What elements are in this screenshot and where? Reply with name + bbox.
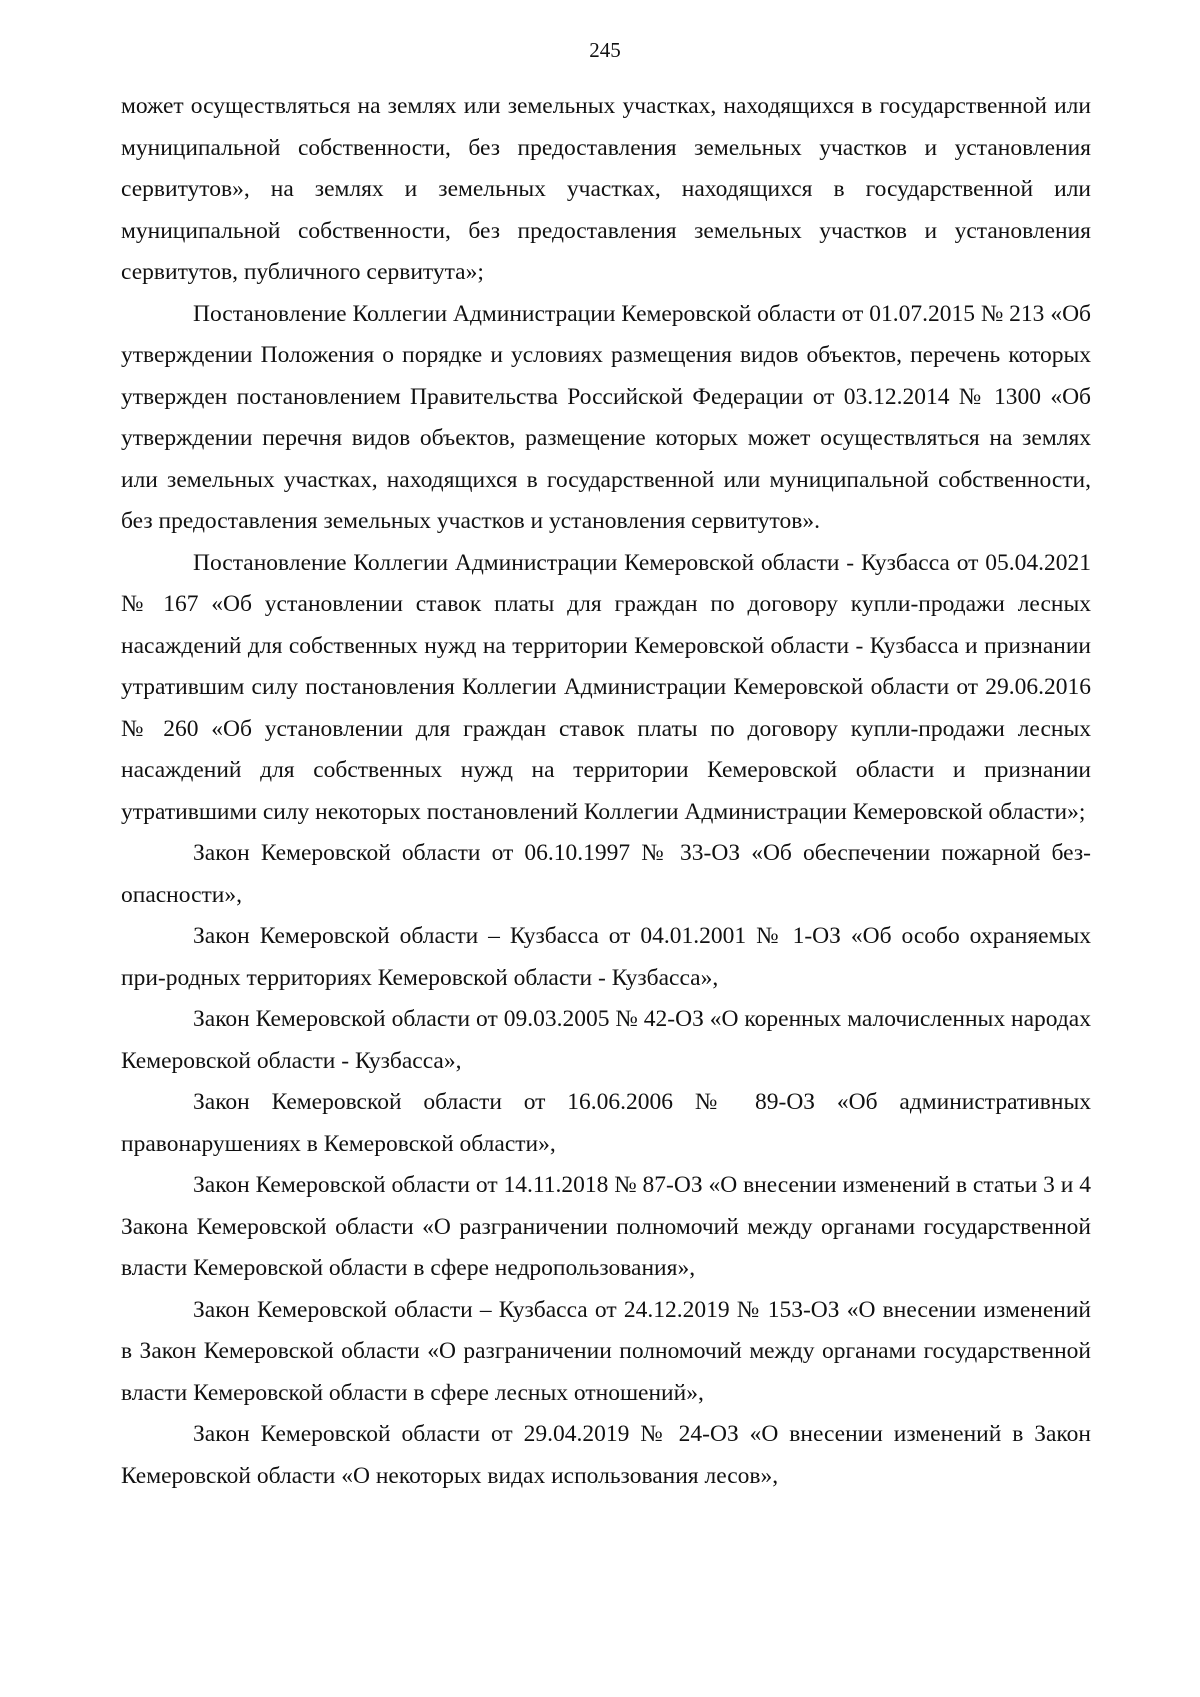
page-number: 245 xyxy=(589,38,621,62)
paragraph-law-2006-89: Закон Кемеровской области от 16.06.2006 № 89-ОЗ «Об административных правонарушениях в Кемеровской области», xyxy=(121,1089,1091,1157)
paragraph-resolution-2021-167: Постановление Коллегии Администрации Кемеровской области - Кузбасса от 05.04.2021 № 167 «Об установлении ставок платы для граждан по договору купли-продажи лесных насаждений для собственных нужд на территории Кемеровской области - Кузбасса и признании утратившим силу постановления Коллегии Администрации Кемеровской области от 29.06.2016 № 260 «Об установлении для граждан ставок платы по договору купли-продажи лесных насаждений для собственных нужд на территории Кемеровской области и признании утратившими силу некоторых постановлений Коллегии Администрации Кемеровской области»; xyxy=(121,549,1091,825)
paragraph-continuation: может осуществляться на землях или земельных участках, находящихся в государственной или муниципальной собственности, без предоставления земельных участков и установления сервитутов», на землях и земельных участках, находящихся в государственной или муниципальной собственности, без предоставления земельных участков и установления сервитутов, публичного сервитута»; xyxy=(121,93,1091,285)
paragraph-law-2019-153: Закон Кемеровской области – Кузбасса от 24.12.2019 № 153-ОЗ «О внесении изменений в Закон Кемеровской области «О разграничении полномочий между органами государственной власти Кемеровской области в сфере лесных отношений», xyxy=(121,1296,1091,1406)
document-body xyxy=(121,86,1091,1497)
paragraph-law-2019-24: Закон Кемеровской области от 29.04.2019 № 24-ОЗ «О внесении изменений в Закон Кемеровской области «О некоторых видах использования лесов», xyxy=(121,1421,1091,1489)
paragraph-law-2018-87: Закон Кемеровской области от 14.11.2018 № 87-ОЗ «О внесении изменений в статьи 3 и 4 Закона Кемеровской области «О разграничении полномочий между органами государственной власти Кемеровской области в сфере недропользования», xyxy=(121,1172,1091,1281)
paragraph-law-2005-42: Закон Кемеровской области от 09.03.2005 № 42-ОЗ «О коренных малочисленных народах Кемеровской области - Кузбасса», xyxy=(121,1006,1091,1074)
paragraph-resolution-2015-213: Постановление Коллегии Администрации Кемеровской области от 01.07.2015 № 213 «Об утверждении Положения о порядке и условиях размещения видов объектов, перечень которых утвержден постановлением Правительства Российской Федерации от 03.12.2014 № 1300 «Об утверждении перечня видов объектов, размещение которых может осуществляться на землях или земельных участках, находящихся в государственной или муниципальной собственности, без предоставления земельных участков и установления сервитутов». xyxy=(121,300,1091,534)
paragraph-law-1997-33: Закон Кемеровской области от 06.10.1997 № 33-ОЗ «Об обеспечении пожарной без-опасности», xyxy=(121,840,1091,908)
paragraph-law-2001-1: Закон Кемеровской области – Кузбасса от 04.01.2001 № 1-ОЗ «Об особо охраняемых при-родных территориях Кемеровской области - Кузбасса», xyxy=(121,923,1091,991)
